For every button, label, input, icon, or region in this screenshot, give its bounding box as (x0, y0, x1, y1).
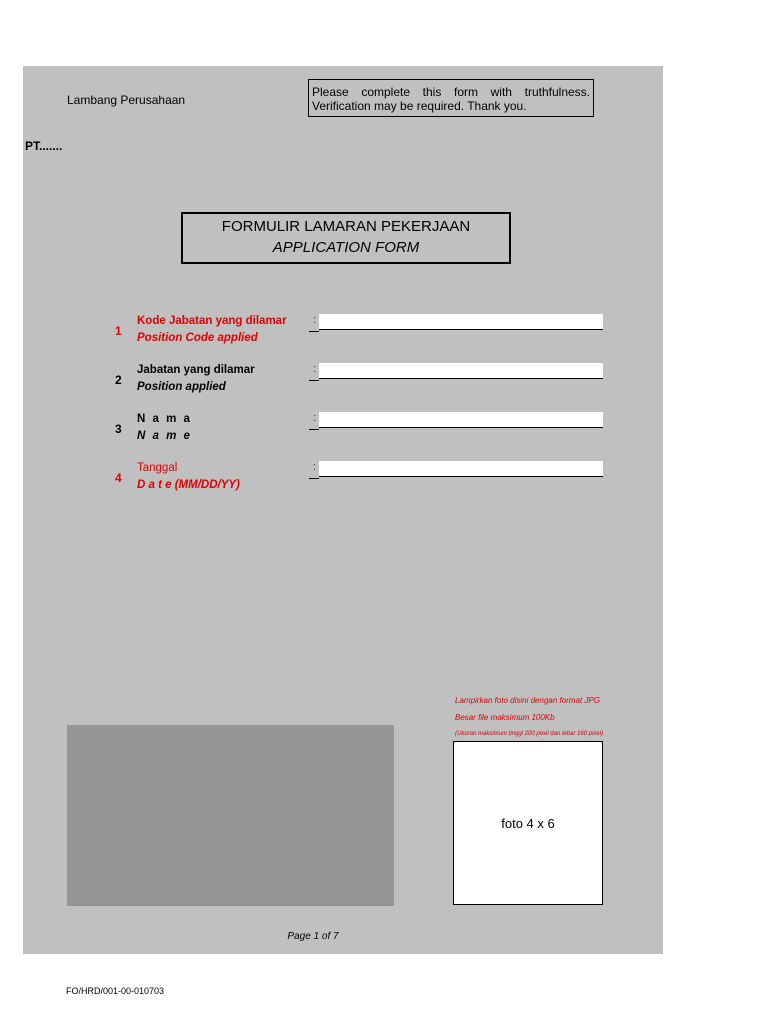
field-label-id: Jabatan yang dilamar (137, 364, 255, 376)
document-code: FO/HRD/001-00-010703 (66, 986, 165, 996)
gray-placeholder-box (67, 725, 394, 906)
truthfulness-notice (308, 79, 594, 117)
field-label-en: Position applied (137, 381, 226, 393)
photo-note-format: Lampirkan foto disini dengan format JPG (455, 696, 600, 705)
field-label-date (137, 460, 240, 494)
photo-note-size: Besar file maksimum 100Kb (455, 713, 555, 722)
field-underline (309, 462, 319, 479)
field-number-4: 4 (115, 471, 122, 485)
field-number-1: 1 (115, 324, 122, 338)
field-label-en: N a m e (137, 430, 192, 442)
company-name: PT....... (25, 139, 63, 153)
field-label-en: Position Code applied (137, 332, 258, 344)
date-input[interactable] (319, 461, 603, 477)
position-code-input[interactable] (319, 314, 603, 330)
field-underline (309, 413, 319, 430)
field-number-2: 2 (115, 373, 122, 387)
field-number-3: 3 (115, 422, 122, 436)
field-colon: : (313, 314, 317, 326)
company-logo-label: Lambang Perusahaan (67, 93, 186, 107)
field-label-id: Tanggal (137, 462, 178, 474)
form-sheet (23, 66, 663, 954)
field-colon: : (313, 363, 317, 375)
field-underline (309, 315, 319, 332)
photo-label: foto 4 x 6 (501, 815, 555, 831)
position-input[interactable] (319, 363, 603, 379)
field-label-en: D a t e (MM/DD/YY) (137, 479, 240, 491)
notice-line-1: Please complete this form with truthfulness. (312, 85, 590, 99)
form-title-box (181, 212, 511, 264)
field-label-id: N a m a (137, 413, 192, 425)
field-colon: : (313, 412, 317, 424)
form-title-en: APPLICATION FORM (272, 239, 420, 256)
photo-note-dimensions: (Ukuran maksimum tinggi 200 pixel dan lebar 160 pixel) (455, 731, 604, 737)
field-label-position (137, 362, 255, 396)
field-label-id: Kode Jabatan yang dilamar (137, 315, 287, 327)
photo-upload-box[interactable] (453, 741, 603, 905)
page-number: Page 1 of 7 (287, 931, 339, 942)
form-title-id: FORMULIR LAMARAN PEKERJAAN (221, 218, 471, 235)
name-input[interactable] (319, 412, 603, 428)
field-label-position-code (137, 313, 287, 347)
field-label-name (137, 411, 192, 445)
notice-line-2: Verification may be required. Thank you. (312, 99, 527, 113)
field-colon: : (313, 461, 317, 473)
field-underline (309, 364, 319, 381)
